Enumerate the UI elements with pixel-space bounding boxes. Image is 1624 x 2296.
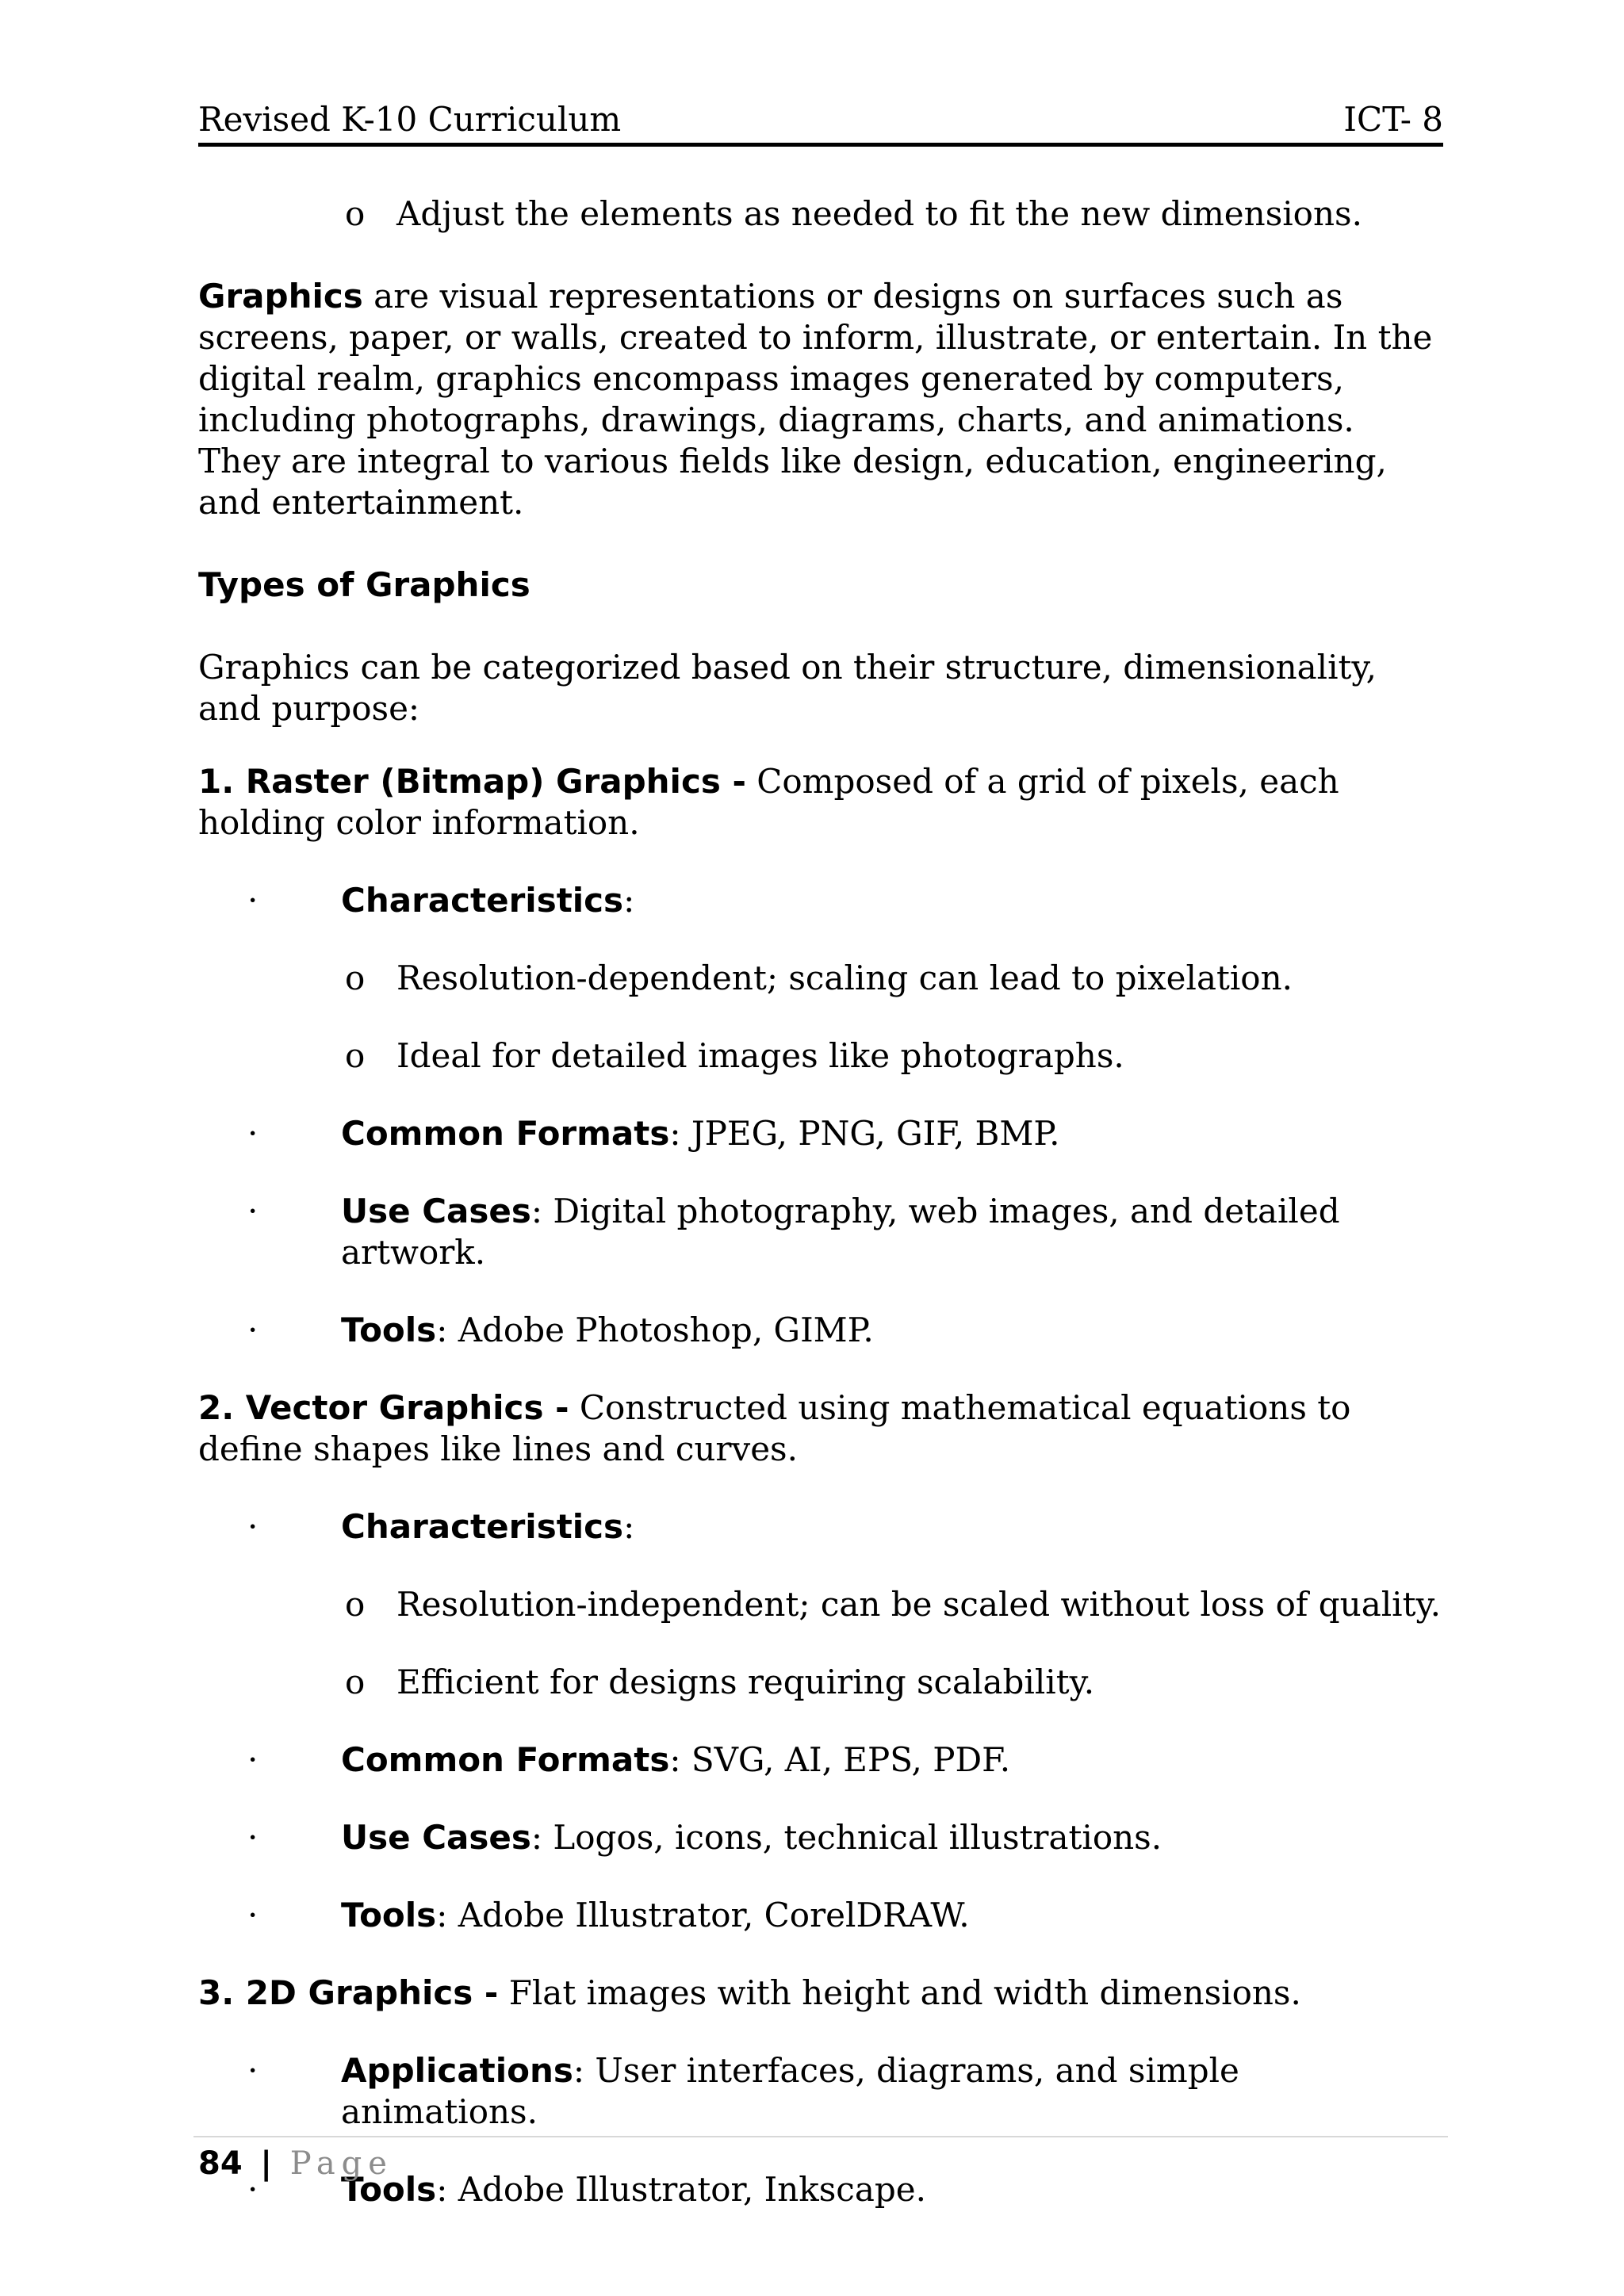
bullet-marker: · <box>247 1507 259 1546</box>
two-d-tools: · Tools: Adobe Illustrator, Inkscape. <box>247 2170 926 2209</box>
graphics-definition <box>198 276 1443 523</box>
vector-characteristics: · Characteristics: <box>247 1507 635 1546</box>
bullet-marker: · <box>247 1740 259 1779</box>
page-header <box>198 97 1443 147</box>
vector-tools: · Tools: Adobe Illustrator, CorelDRAW. <box>247 1896 970 1934</box>
raster-heading <box>198 761 1443 844</box>
vector-use-cases: · Use Cases: Logos, icons, technical illustrations. <box>247 1818 1162 1857</box>
vector-char-item-2: o Efficient for designs requiring scalability. <box>345 1663 1095 1701</box>
bullet-marker: · <box>247 1818 259 1857</box>
raster-tools: · Tools: Adobe Photoshop, GIMP. <box>247 1311 874 1349</box>
raster-char-item-2: o Ideal for detailed images like photographs. <box>345 1036 1124 1075</box>
graphics-term: Graphics <box>198 277 363 316</box>
bullet-marker: · <box>247 1114 259 1153</box>
two-d-heading <box>198 1973 1443 2014</box>
header-title: Revised K-10 Curriculum <box>198 100 622 139</box>
raster-char-item-1: o Resolution-dependent; scaling can lead to pixelation. <box>345 959 1293 997</box>
sub-bullet-marker: o <box>345 194 366 233</box>
document-page <box>198 0 1443 2296</box>
bullet-marker: · <box>247 1192 259 1230</box>
types-intro: Graphics can be categorized based on their structure, dimensionality, and purpose: <box>198 648 1377 728</box>
page-content <box>198 193 1443 2210</box>
bullet-marker: · <box>247 881 259 920</box>
two-d-desc: Flat images with height and width dimensions. <box>498 1973 1301 2012</box>
graphics-definition-text: are visual representations or designs on surfaces such as screens, paper, or walls, created to inform, illustrate, or entertain. In the digital realm, graphics encompass images generated by computers, including photographs, drawings, diagrams, charts, and animations. They are integral to various fields like design, education, engineering, and entertainment. <box>198 277 1433 522</box>
raster-formats: · Common Formats: JPEG, PNG, GIF, BMP. <box>247 1114 1060 1153</box>
page-footer <box>198 2141 393 2187</box>
sub-bullet-marker: o <box>345 959 366 997</box>
footer-separator: | <box>260 2145 272 2182</box>
intro-list-item <box>198 193 1443 235</box>
raster-characteristics: · Characteristics: <box>247 881 635 920</box>
sub-bullet-marker: o <box>345 1036 366 1075</box>
bullet-marker: · <box>247 1311 259 1349</box>
footer-divider <box>193 2136 1448 2137</box>
vector-char-item-1: o Resolution-independent; can be scaled without loss of quality. <box>345 1585 1441 1624</box>
raster-desc: Composed of a grid of pixels, each holding color information. <box>198 762 1339 842</box>
bullet-marker: · <box>247 2051 259 2090</box>
bullet-marker: · <box>247 2170 259 2209</box>
two-d-applications: · Applications: User interfaces, diagrams, and simple animations. <box>247 2051 1239 2131</box>
page-label: Page <box>289 2145 393 2182</box>
vector-heading <box>198 1387 1443 1470</box>
raster-use-cases: · Use Cases: Digital photography, web images, and detailed artwork. <box>247 1192 1340 1272</box>
intro-item-text: Adjust the elements as needed to fit the new dimensions. <box>396 194 1362 233</box>
bullet-marker: · <box>247 1896 259 1934</box>
vector-desc: Constructed using mathematical equations to define shapes like lines and curves. <box>198 1388 1351 1468</box>
two-d-title: 3. 2D Graphics - <box>198 1973 499 2012</box>
sub-bullet-marker: o <box>345 1585 366 1624</box>
section-heading: Types of Graphics <box>198 565 530 604</box>
header-subject: ICT- 8 <box>1343 100 1443 139</box>
vector-formats: · Common Formats: SVG, AI, EPS, PDF. <box>247 1740 1011 1779</box>
vector-title: 2. Vector Graphics - <box>198 1388 569 1427</box>
raster-title: 1. Raster (Bitmap) Graphics - <box>198 762 746 801</box>
page-number: 84 <box>198 2145 243 2182</box>
sub-bullet-marker: o <box>345 1663 366 1701</box>
